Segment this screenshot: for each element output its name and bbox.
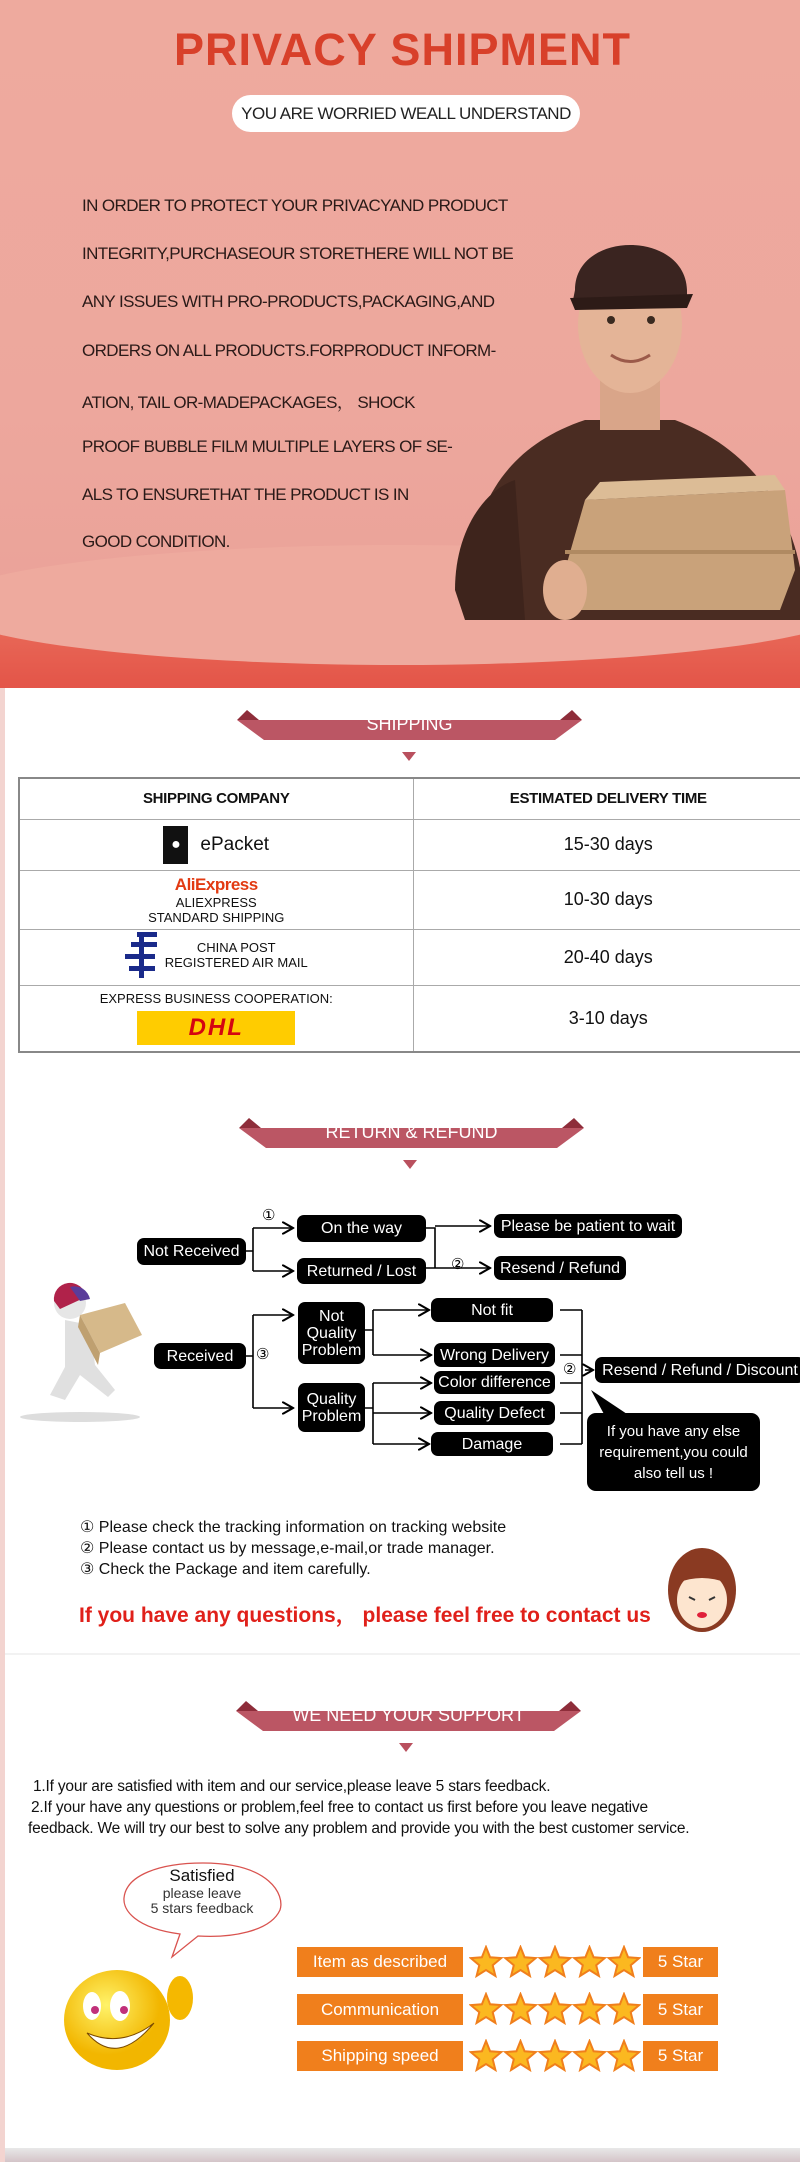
patient-node: Please be patient to wait	[494, 1214, 682, 1238]
quality-problem-node	[298, 1383, 365, 1432]
section-divider	[5, 1653, 800, 1655]
company-name: ePacket	[200, 833, 270, 855]
hero-text-line: IN ORDER TO PROTECT YOUR PRIVACYAND PRODUCT	[82, 196, 508, 215]
satisfied-bubble	[122, 1866, 282, 1916]
support-banner	[236, 1701, 581, 1731]
privacy-hero	[0, 0, 800, 688]
hero-text-line: ORDERS ON ALL PRODUCTS.FORPRODUCT INFORM-	[82, 341, 496, 360]
hero-text-line: ALS TO ENSURETHAT THE PRODUCT IS IN	[82, 485, 409, 504]
bubble-text: If you have any else	[606, 1422, 741, 1440]
page-title: PRIVACY SHIPMENT	[174, 24, 631, 75]
node-label: Quality	[306, 1390, 357, 1408]
step-number-1: ①	[262, 1207, 276, 1224]
star-rating	[469, 1992, 641, 2031]
table-row	[19, 870, 800, 929]
bubble-text: please leave	[162, 1885, 242, 1901]
rating-label: Item as described	[297, 1947, 463, 1977]
returned-lost-node: Returned / Lost	[297, 1258, 426, 1284]
node-label: Not	[319, 1307, 344, 1325]
resend-refund-node: Resend / Refund	[494, 1256, 626, 1280]
star-icon	[574, 2041, 604, 2070]
star-icon	[471, 1947, 501, 1976]
company-cell	[19, 985, 413, 1052]
delivery-time: 3-10 days	[413, 985, 800, 1052]
table-row	[19, 819, 800, 870]
issue-damage: Damage	[431, 1432, 553, 1456]
rating-value: 5 Star	[643, 1947, 718, 1977]
support-text-line: 1.If your are satisfied with item and our service,please leave 5 stars feedback.	[33, 1778, 551, 1795]
dhl-logo: DHL	[137, 1011, 295, 1045]
down-triangle-icon	[402, 752, 416, 761]
star-icon	[540, 1994, 570, 2023]
on-the-way-node: On the way	[297, 1215, 426, 1242]
star-icon	[574, 1994, 604, 2023]
star-rating	[469, 1945, 641, 1984]
hero-text-line: ATION, TAIL OR-MADEPACKAGES， SHOCK	[82, 393, 415, 412]
banner-title: RETURN & REFUND	[325, 1122, 498, 1142]
issue-color-difference: Color difference	[434, 1371, 555, 1394]
company-name: REGISTERED AIR MAIL	[164, 954, 308, 970]
support-text-line: 2.If your have any questions or problem,feel free to contact us first before you leave negative	[31, 1799, 648, 1816]
note-line: ① Please check the tracking information on tracking website	[80, 1519, 507, 1536]
bubble-text: requirement,you could	[599, 1443, 748, 1461]
hero-text-line: GOOD CONDITION.	[82, 532, 230, 551]
company-name: ALIEXPRESS	[175, 894, 257, 910]
aliexpress-logo: AliExpress	[174, 874, 258, 894]
china-post-logo-icon	[125, 930, 159, 980]
star-icon	[574, 1947, 604, 1976]
star-icon	[505, 1994, 535, 2023]
delivery-man-image	[425, 190, 800, 620]
star-icon	[540, 1947, 570, 1976]
table-row	[19, 985, 800, 1052]
down-triangle-icon	[403, 1160, 417, 1169]
else-requirement-bubble	[587, 1413, 760, 1491]
star-icon	[471, 1994, 501, 2023]
table-row	[19, 929, 800, 985]
hero-text-line: INTEGRITY,PURCHASEOUR STORETHERE WILL NOT BE	[82, 244, 514, 263]
not-received-node: Not Received	[137, 1238, 246, 1265]
company-name: STANDARD SHIPPING	[148, 909, 285, 925]
star-rating	[469, 2039, 641, 2078]
banner-title: WE NEED YOUR SUPPORT	[292, 1705, 525, 1725]
bubble-text: 5 stars feedback	[150, 1900, 254, 1916]
star-icon	[540, 2041, 570, 2070]
star-icon	[609, 2041, 639, 2070]
node-label: Problem	[301, 1341, 362, 1359]
epacket-logo-icon: ●	[163, 826, 188, 864]
issue-quality-defect: Quality Defect	[434, 1401, 555, 1425]
banner-title: SHIPPING	[366, 714, 453, 734]
resend-refund-discount-node: Resend / Refund / Discount	[595, 1357, 800, 1383]
company-name: CHINA POST	[196, 939, 276, 955]
bottom-border	[5, 2148, 800, 2162]
step-number-3: ③	[256, 1346, 270, 1363]
column-header: SHIPPING COMPANY	[19, 778, 413, 819]
star-icon	[505, 2041, 535, 2070]
note-line: ③ Check the Package and item carefully.	[80, 1561, 371, 1578]
rating-value: 5 Star	[643, 2041, 718, 2071]
step-number-2: ②	[563, 1361, 577, 1378]
rating-label: Shipping speed	[297, 2041, 463, 2071]
subtitle-pill: YOU ARE WORRIED WEALL UNDERSTAND	[232, 95, 580, 132]
delivery-time: 10-30 days	[413, 870, 800, 929]
node-label: Quality	[306, 1324, 357, 1342]
down-triangle-icon	[399, 1743, 413, 1752]
star-icon	[609, 1947, 639, 1976]
company-cell	[19, 819, 413, 870]
issue-not-fit: Not fit	[431, 1298, 553, 1322]
table-header-row	[19, 778, 800, 819]
company-cell	[19, 929, 413, 985]
running-man-image	[20, 1275, 165, 1425]
bubble-title: Satisfied	[169, 1866, 235, 1885]
shipping-banner	[237, 710, 582, 740]
hero-text-line: PROOF BUBBLE FILM MULTIPLE LAYERS OF SE-	[82, 437, 453, 456]
rating-label: Communication	[297, 1994, 463, 2025]
shipping-table	[18, 777, 800, 1053]
delivery-time: 20-40 days	[413, 929, 800, 985]
column-header: ESTIMATED DELIVERY TIME	[413, 778, 800, 819]
star-icon	[609, 1994, 639, 2023]
return-refund-banner	[239, 1118, 584, 1148]
smiley-thumbs-up-icon	[62, 1958, 202, 2073]
express-label: EXPRESS BUSINESS COOPERATION:	[99, 991, 333, 1007]
company-cell	[19, 870, 413, 929]
step-number-2: ②	[451, 1256, 465, 1273]
node-label: Problem	[301, 1407, 362, 1425]
issue-wrong-delivery: Wrong Delivery	[434, 1343, 555, 1367]
bubble-text: also tell us !	[633, 1464, 714, 1482]
rating-value: 5 Star	[643, 1994, 718, 2025]
star-icon	[505, 1947, 535, 1976]
received-node: Received	[154, 1343, 246, 1369]
contact-us-text: If you have any questions， please feel free to contact us	[79, 1604, 651, 1627]
hero-text-line: ANY ISSUES WITH PRO-PRODUCTS,PACKAGING,AND	[82, 292, 495, 311]
delivery-time: 15-30 days	[413, 819, 800, 870]
customer-service-girl-image	[665, 1545, 740, 1641]
note-line: ② Please contact us by message,e-mail,or trade manager.	[80, 1540, 495, 1557]
support-text-line: feedback. We will try our best to solve any problem and provide you with the best customer service.	[28, 1820, 690, 1837]
not-quality-problem-node	[298, 1302, 365, 1364]
star-icon	[471, 2041, 501, 2070]
